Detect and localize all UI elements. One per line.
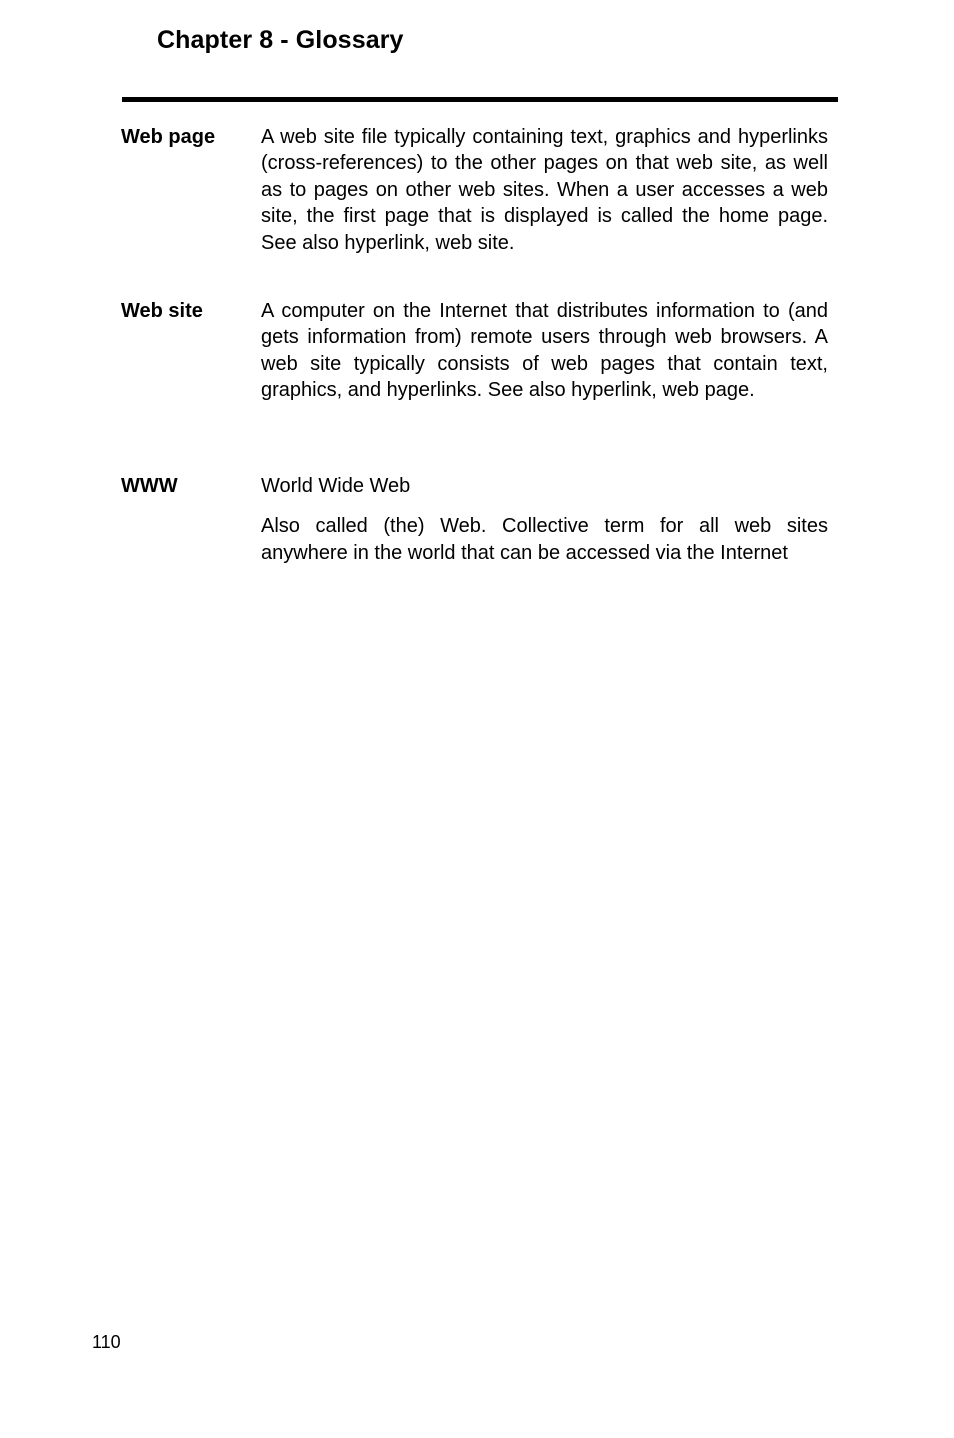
definition-paragraph: A web site file typically containing text, graphics and hyperlinks (cross-references) to the other pages on that web site, as well as to pages on other web sites. When a user accesses a web site, the first page that is displayed is called the home page. See also hyperlink, web site.	[261, 126, 828, 254]
glossary-term: Web page	[121, 126, 216, 148]
definition-paragraph: A computer on the Internet that distributes information to (and gets information from) remote users through web browsers. A web site typically consists of web pages that contain text, graphics, and hyperlinks. See also hyperlink, web page.	[261, 300, 828, 402]
glossary-term: Web site	[121, 300, 203, 322]
definition-paragraph: Also called (the) Web. Collective term for all web sites anywhere in the world that can be accessed via the Internet	[261, 515, 828, 564]
header-divider	[122, 97, 838, 102]
definition-paragraph: World Wide Web	[261, 475, 411, 497]
chapter-title: Chapter 8 - Glossary	[157, 26, 404, 54]
glossary-definition	[261, 298, 828, 404]
glossary-term: WWW	[121, 475, 178, 497]
glossary-definition	[261, 124, 828, 256]
glossary-definition	[261, 473, 828, 566]
page-number: 110	[92, 1332, 121, 1352]
